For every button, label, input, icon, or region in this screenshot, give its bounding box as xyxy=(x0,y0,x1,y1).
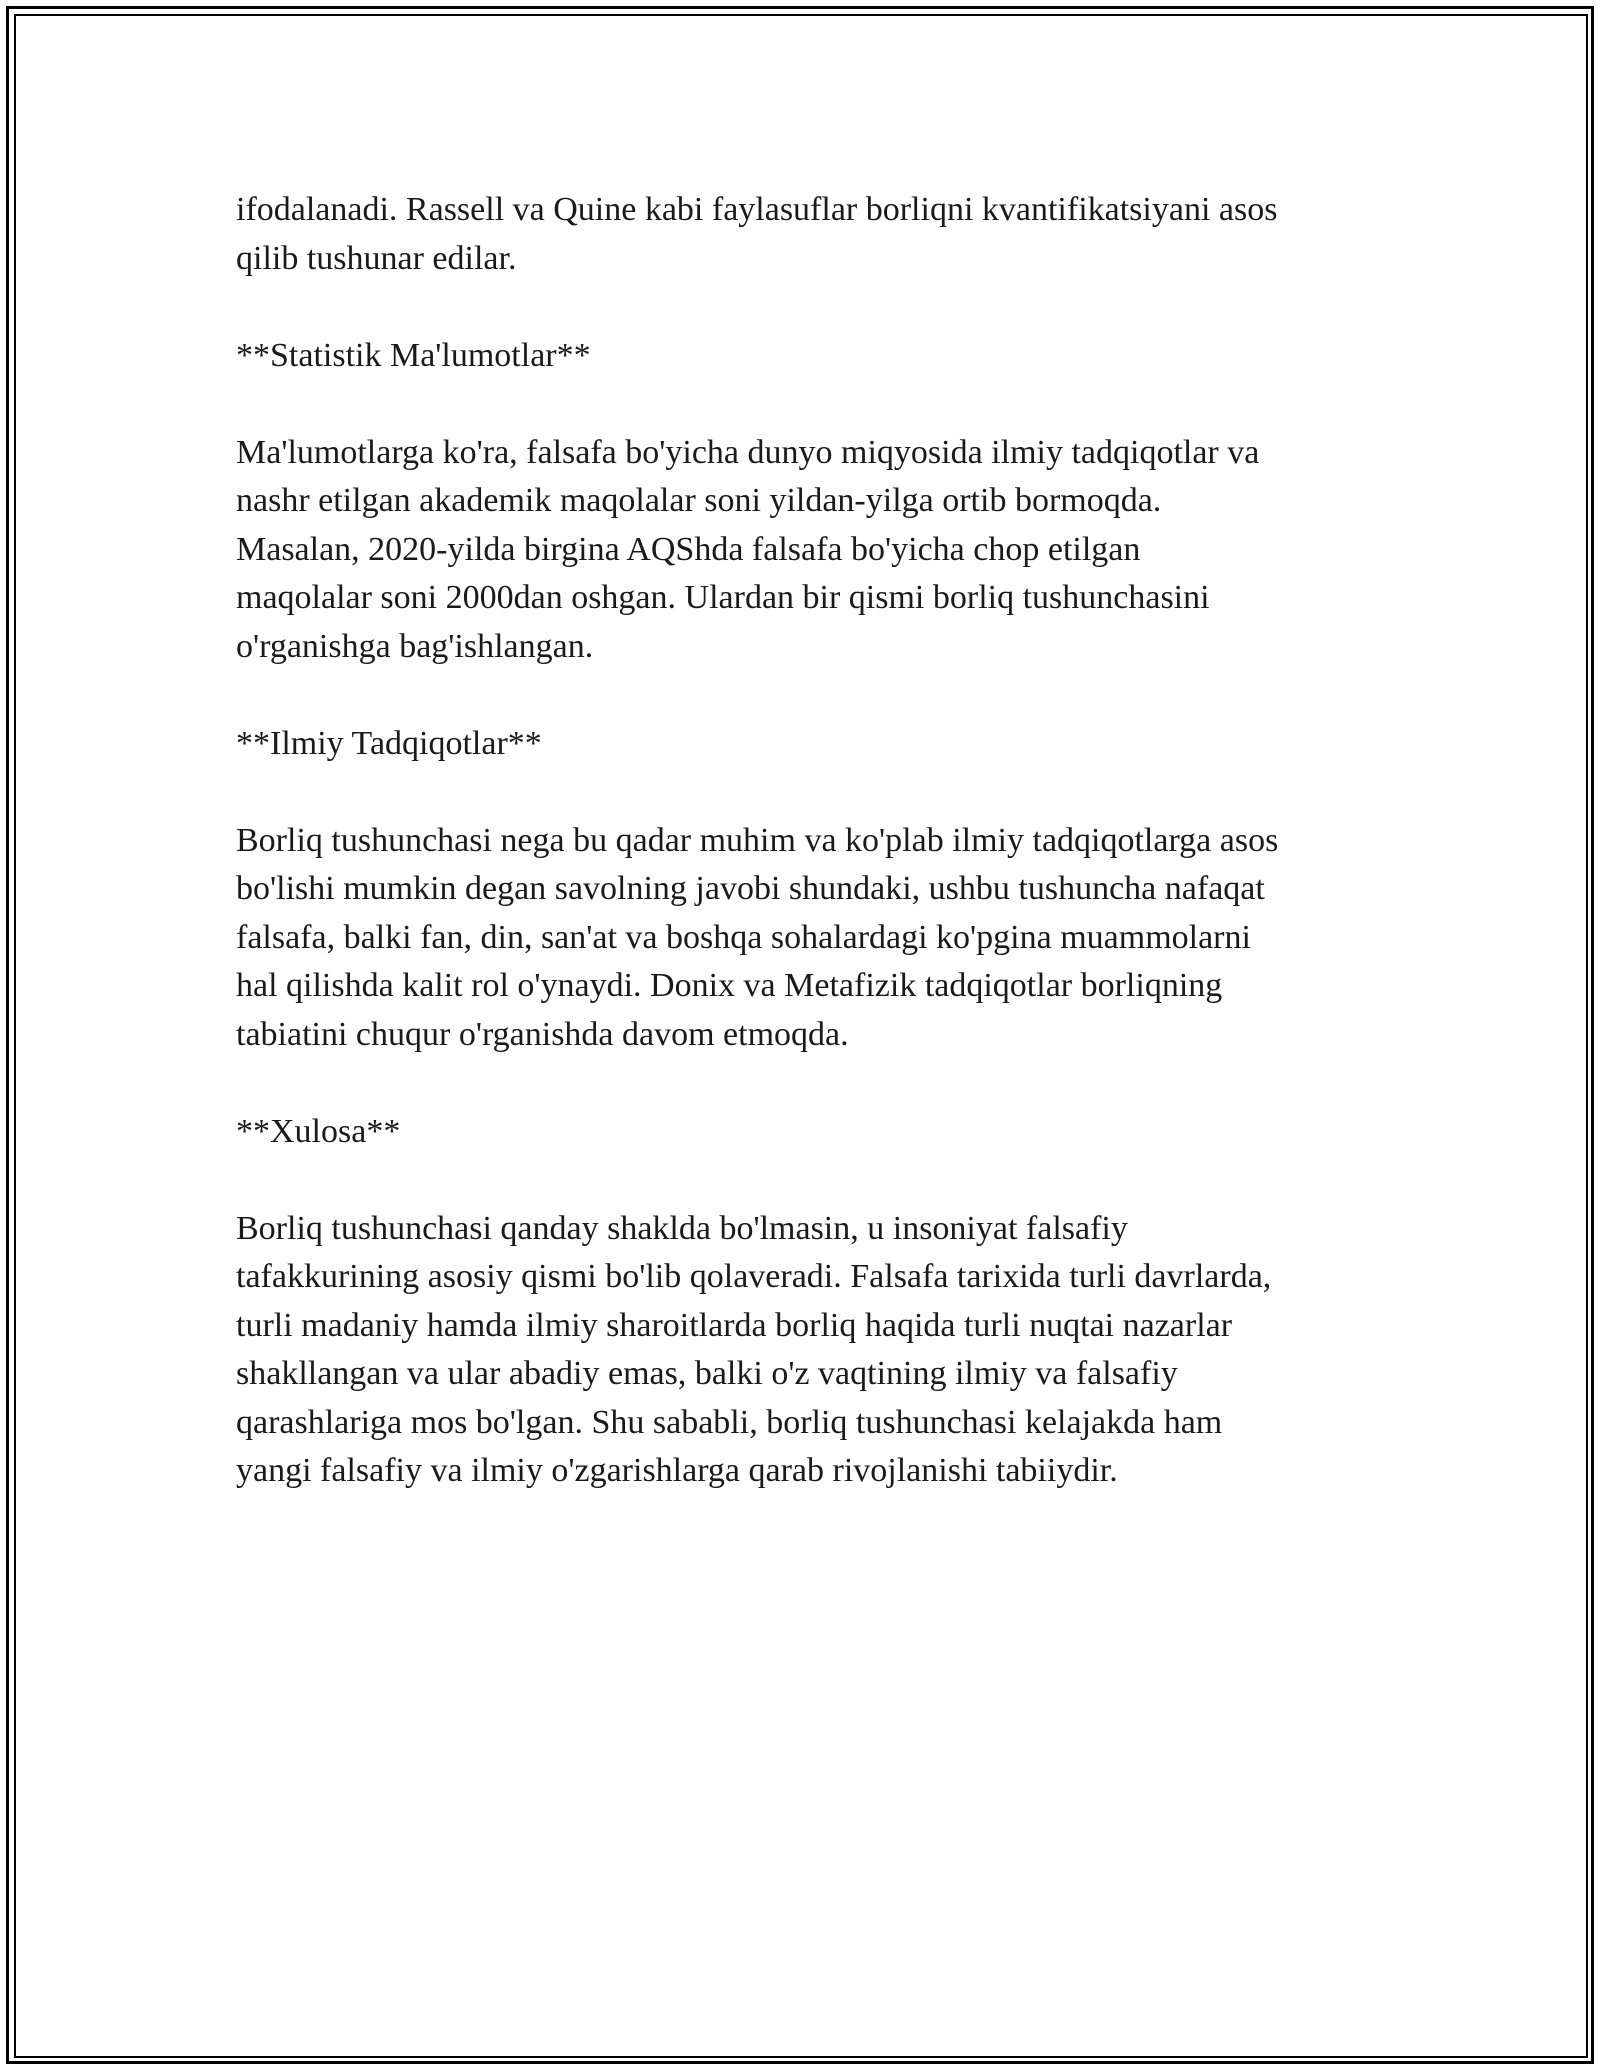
section-heading-statistik: **Statistik Ma'lumotlar** xyxy=(236,336,591,374)
paragraph-ilmiy: Borliq tushunchasi nega bu qadar muhim va ko'plab ilmiy tadqiqotlarga asos bo'lishi mumkin degan savolning javobi shundaki, ushbu tushuncha nafaqat falsafa, balki fan, din, san'at va boshqa sohalardagi ko'pgina muammolarni hal qilishda kalit rol o'ynaydi. Donix va Metafizik tadqiqotlar borliqning tabiatini chuqur o'rganishda davom etmoqda. xyxy=(236,821,1279,1053)
paragraph-xulosa: Borliq tushunchasi qanday shaklda bo'lmasin, u insoniyat falsafiy tafakkurining asosiy qismi bo'lib qolaveradi. Falsafa tarixida turli davrlarda, turli madaniy hamda ilmiy sharoitlarda borliq haqida turli nuqtai nazarlar shakllangan va ular abadiy emas, balki o'z vaqtining ilmiy va falsafiy qarashlariga mos bo'lgan. Shu sababli, borliq tushunchasi kelajakda ham yangi falsafiy va ilmiy o'zgarishlarga qarab rivojlanishi tabiiydir. xyxy=(236,1209,1272,1489)
document-body xyxy=(236,186,1366,1544)
section-heading-ilmiy: **Ilmiy Tadqiqotlar** xyxy=(236,724,542,762)
paragraph-statistik: Ma'lumotlarga ko'ra, falsafa bo'yicha dunyo miqyosida ilmiy tadqiqotlar va nashr etilgan akademik maqolalar soni yildan-yilga ortib bormoqda. Masalan, 2020-yilda birgina AQShda falsafa bo'yicha chop etilgan maqolalar soni 2000dan oshgan. Ulardan bir qismi borliq tushunchasini o'rganishga bag'ishlangan. xyxy=(236,433,1260,665)
section-heading-xulosa: **Xulosa** xyxy=(236,1112,401,1150)
paragraph-intro-continuation: ifodalanadi. Rassell va Quine kabi faylasuflar borliqni kvantifikatsiyani asos qilib tushunar edilar. xyxy=(236,191,1278,277)
